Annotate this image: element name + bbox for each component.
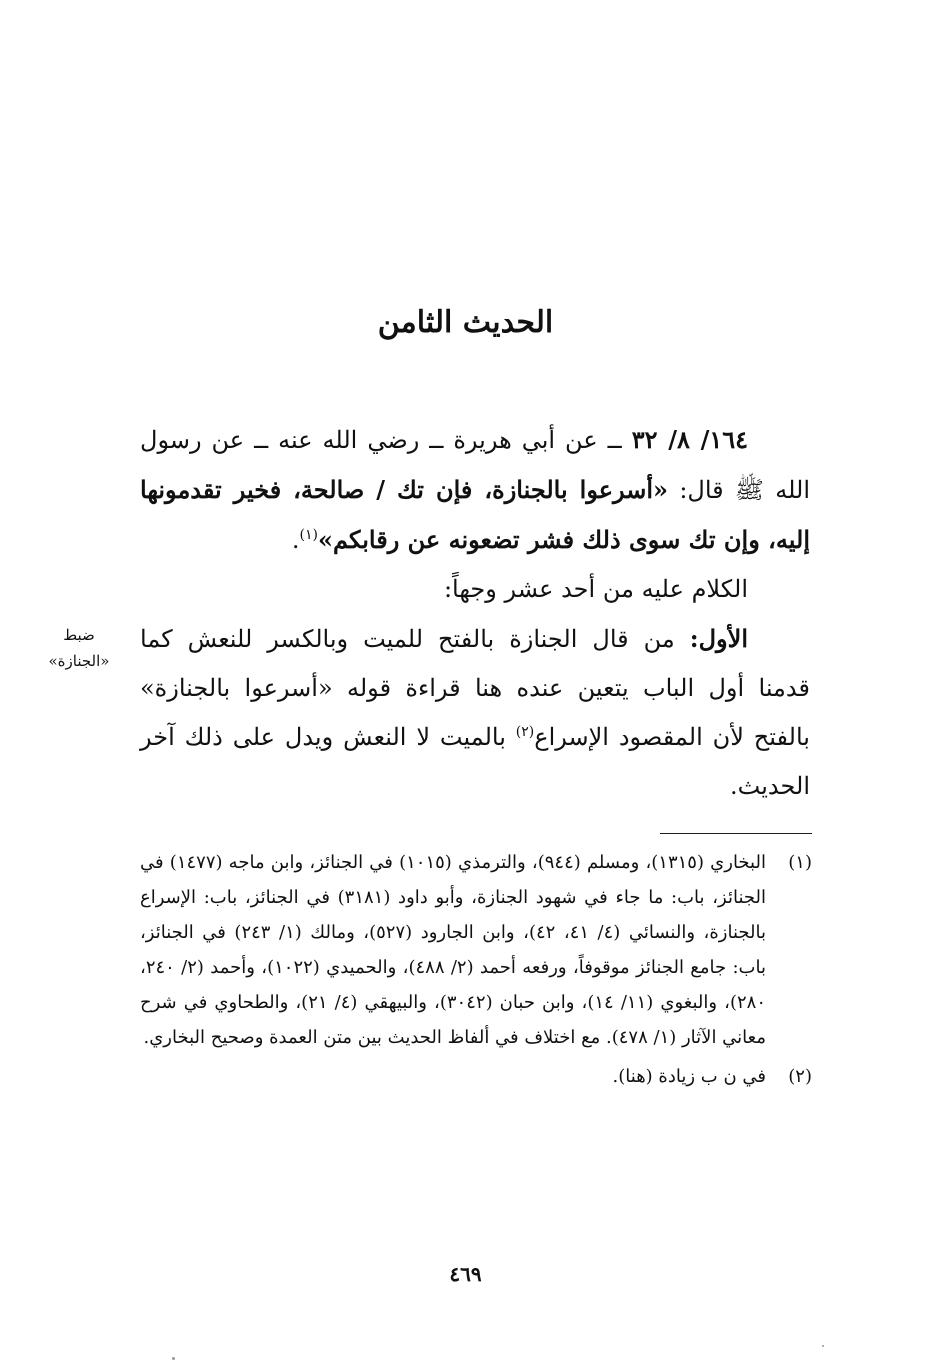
footnote-2 [140,1059,812,1094]
footnote-number: (٢) [788,1066,812,1087]
margin-note-line1: ضبط [63,626,95,644]
margin-note [28,622,130,674]
first-point-text: من قال الجنازة بالفتح للميت وبالكسر للنعش كما قدمنا أول الباب يتعين عنده هنا قراءة قوله «أسرعوا بالجنازة» بالفتح لأن المقصود الإسراع [140,625,810,751]
scan-speck [822,1345,824,1347]
hadith-end: . [291,526,300,554]
footnote-1 [140,845,812,1055]
first-point-paragraph [140,614,810,811]
margin-note-line2: «الجنازة» [48,652,110,670]
hadith-number: ١٦٤/ ٨/ ٣٢ [631,425,749,454]
hadith-opening: ــ عن أبي هريرة ــ رضي الله عنه ــ عن رسول الله ﷺ قال: [140,426,810,504]
footnote-ref-1[interactable]: (١) [299,527,318,543]
footnote-text: في ن ب زيادة (هنا). [612,1066,766,1087]
footnote-number: (١) [788,852,812,873]
footnote-text: البخاري (١٣١٥)، ومسلم (٩٤٤)، والترمذي (١٠١٥) في الجنائز، وابن ماجه (١٤٧٧) في الجنائز، باب: ما جاء في شهود الجنازة، وأبو داود (٣١٨١) في الجنائز، باب: الإسراع بالجنازة، والنسائي (٤/ ٤١، ٤٢)، وابن الجارود (٥٢٧)، ومالك (١/ ٢٤٣) في الجنائز، باب: جامع الجنائز موقوفاً، ورفعه أحمد (٢/ ٤٨٨)، والحميدي (١٠٢٢)، وأحمد (٢/ ٢٤٠، ٢٨٠)، والبغوي (١١/ ١٤)، وابن حبان (٣٠٤٢)، والبيهقي (٤/ ٢١)، والطحاوي في شرح معاني الآثار (١/ ٤٧٨). مع اختلاف في ألفاظ الحديث بين متن العمدة وصحيح البخاري. [140,852,766,1048]
hadith-text: «أسرعوا بالجنازة، فإن تك / صالحة، فخير تقدمونها إليه، وإن تك سوى ذلك فشر تضعونه عن رقابكم» [140,475,810,554]
footnotes [140,845,812,1094]
scan-speck [172,1357,175,1360]
hadith-paragraph [140,415,810,565]
main-text [140,415,810,811]
first-point-text-end: بالميت لا النعش ويدل على ذلك آخر الحديث. [140,723,810,800]
page-number: ٤٦٩ [449,1262,482,1286]
intro-paragraph: الكلام عليه من أحد عشر وجهاً: [443,575,748,603]
first-point-label: الأول: [689,624,748,653]
page-title: الحديث الثامن [377,305,554,340]
footnote-ref-2[interactable]: (٢) [515,724,535,740]
footnote-separator [660,833,812,834]
